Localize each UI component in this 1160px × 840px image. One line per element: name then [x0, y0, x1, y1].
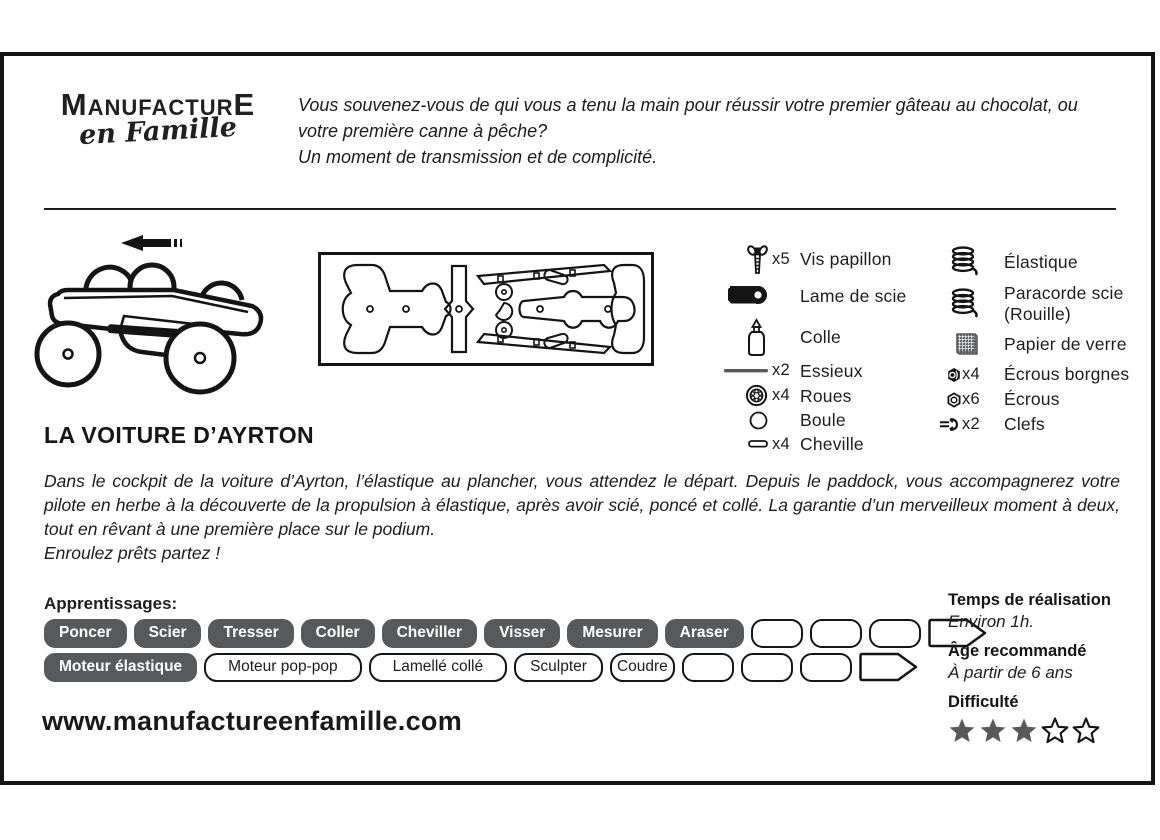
skill-badge: Moteur pop-pop: [204, 653, 361, 682]
wheel-icon: [718, 384, 768, 407]
empty-skill-badge: [869, 619, 921, 648]
skill-badge: Coudre: [610, 653, 675, 682]
intro-line-1: Vous souvenez-vous de qui vous a tenu la main pour réussir votre premier gâteau au chocolat, ou votre première canne à pêche?: [298, 95, 1078, 141]
time-value: Environ 1h.: [948, 612, 1034, 631]
wood-parts-diagram: [318, 252, 654, 366]
empty-skill-badge: [751, 619, 803, 648]
part-qty: x4: [961, 365, 980, 383]
part-row: [718, 242, 922, 276]
brand-name: ManufacturE: [60, 87, 256, 122]
skill-badge: Scier: [134, 619, 202, 648]
part-label-line2: (Rouille): [1004, 304, 1071, 324]
paracord-spool-icon: [924, 288, 980, 320]
brand-logo: [42, 87, 274, 152]
skill-badge: Tresser: [208, 619, 293, 648]
part-row: [718, 432, 922, 456]
part-row: [924, 387, 1158, 412]
part-row: [718, 383, 922, 408]
part-label: Élastique: [1004, 251, 1078, 272]
part-label: [1004, 283, 1124, 325]
age-label: Âge recommandé: [948, 642, 1087, 660]
skill-badge: Araser: [665, 619, 744, 648]
skill-badge: Sculpter: [514, 653, 603, 682]
difficulty-stars: [948, 717, 1138, 744]
skills-heading: Apprentissages:: [44, 594, 178, 613]
empty-skill-badge: [682, 653, 734, 682]
intro-line-2: Un moment de transmission et de complicité.: [298, 147, 658, 167]
skill-badge: Poncer: [44, 619, 127, 648]
skill-badge: Lamellé collé: [369, 653, 507, 682]
part-row: [924, 362, 1158, 387]
part-label: Roues: [800, 385, 852, 406]
dowel-icon: [718, 440, 768, 448]
part-qty: x6: [961, 390, 980, 408]
card-frame: [0, 52, 1155, 785]
saw-blade-icon: [718, 284, 768, 308]
star-filled-icon: [979, 717, 1007, 744]
hex-nut-icon: [924, 390, 980, 409]
part-label: Lame de scie: [800, 286, 907, 306]
part-qty: x5: [772, 249, 791, 268]
wing-nut-icon: [718, 244, 768, 275]
part-label: Colle: [800, 327, 841, 347]
skill-badge: Visser: [484, 619, 560, 648]
age-value: À partir de 6 ans: [948, 663, 1073, 682]
skill-badge: Moteur élastique: [44, 653, 197, 682]
star-empty-icon: [1041, 717, 1069, 744]
part-qty: x2: [961, 414, 980, 433]
info-panel: [948, 590, 1138, 744]
part-row: [924, 412, 1158, 436]
part-row: [924, 282, 1158, 326]
part-qty: x2: [772, 361, 791, 379]
parts-list-right: [924, 242, 1158, 436]
part-label: Essieux: [800, 360, 863, 381]
part-label: Écrous: [1004, 389, 1060, 409]
elastic-spool-icon: [924, 246, 980, 278]
part-label: Écrous borgnes: [1004, 364, 1130, 384]
parts-list-left: [718, 242, 922, 456]
star-filled-icon: [948, 717, 976, 744]
time-label: Temps de réalisation: [948, 591, 1111, 609]
wrench-icon: [924, 415, 980, 434]
empty-skill-badge: [800, 653, 852, 682]
sandpaper-icon: [924, 331, 980, 357]
ball-icon: [718, 411, 768, 430]
website-url: www.manufactureenfamille.com: [42, 706, 463, 736]
empty-skill-badge: [741, 653, 793, 682]
axle-icon: [718, 368, 768, 374]
glue-bottle-icon: [718, 318, 768, 357]
horizontal-divider: [44, 208, 1116, 210]
part-row: [718, 316, 922, 358]
brand-script: en Famille: [78, 111, 238, 152]
part-label: Clefs: [1004, 413, 1045, 434]
skill-badge: Mesurer: [567, 619, 657, 648]
part-row: [718, 358, 922, 383]
skill-badge: Coller: [301, 619, 375, 648]
arrow-badge-icon: [859, 652, 919, 682]
description-body: Dans le cockpit de la voiture d’Ayrton, l’élastique au plancher, vous attendez le départ. Depuis le paddock, vous accompagnerez votre pilote en herbe à la découverte de la propulsion à élastique, après avoir scié, poncé et collé. La garantie d’un merveilleux moment à deux, tout en rêvant à une première place sur le podium.: [44, 471, 1120, 539]
skill-badge: Cheviller: [382, 619, 477, 648]
part-row: [718, 276, 922, 316]
star-filled-icon: [1010, 717, 1038, 744]
description-tagline: Enroulez prêts partez !: [44, 543, 221, 563]
product-title: LA VOITURE D’AYRTON: [44, 422, 314, 448]
part-label-line1: Paracorde scie: [1004, 283, 1124, 303]
part-row: [718, 408, 922, 432]
part-label: Papier de verre: [1004, 333, 1127, 354]
product-description: [44, 469, 1120, 565]
part-row: [924, 242, 1158, 282]
intro-text: [298, 92, 1122, 170]
part-label: Vis papillon: [800, 249, 892, 269]
toy-car-illustration: [24, 232, 296, 398]
cap-nut-icon: [924, 365, 980, 384]
part-qty: x4: [772, 386, 791, 404]
part-label: Cheville: [800, 434, 864, 454]
star-empty-icon: [1072, 717, 1100, 744]
skills-row-1: [44, 618, 988, 648]
direction-arrow-icon: [121, 235, 185, 251]
skills-row-2: [44, 652, 919, 682]
difficulty-label: Difficulté: [948, 693, 1019, 711]
empty-skill-badge: [810, 619, 862, 648]
part-label: Boule: [800, 410, 846, 430]
part-row: [924, 326, 1158, 362]
part-qty: x4: [772, 434, 791, 453]
